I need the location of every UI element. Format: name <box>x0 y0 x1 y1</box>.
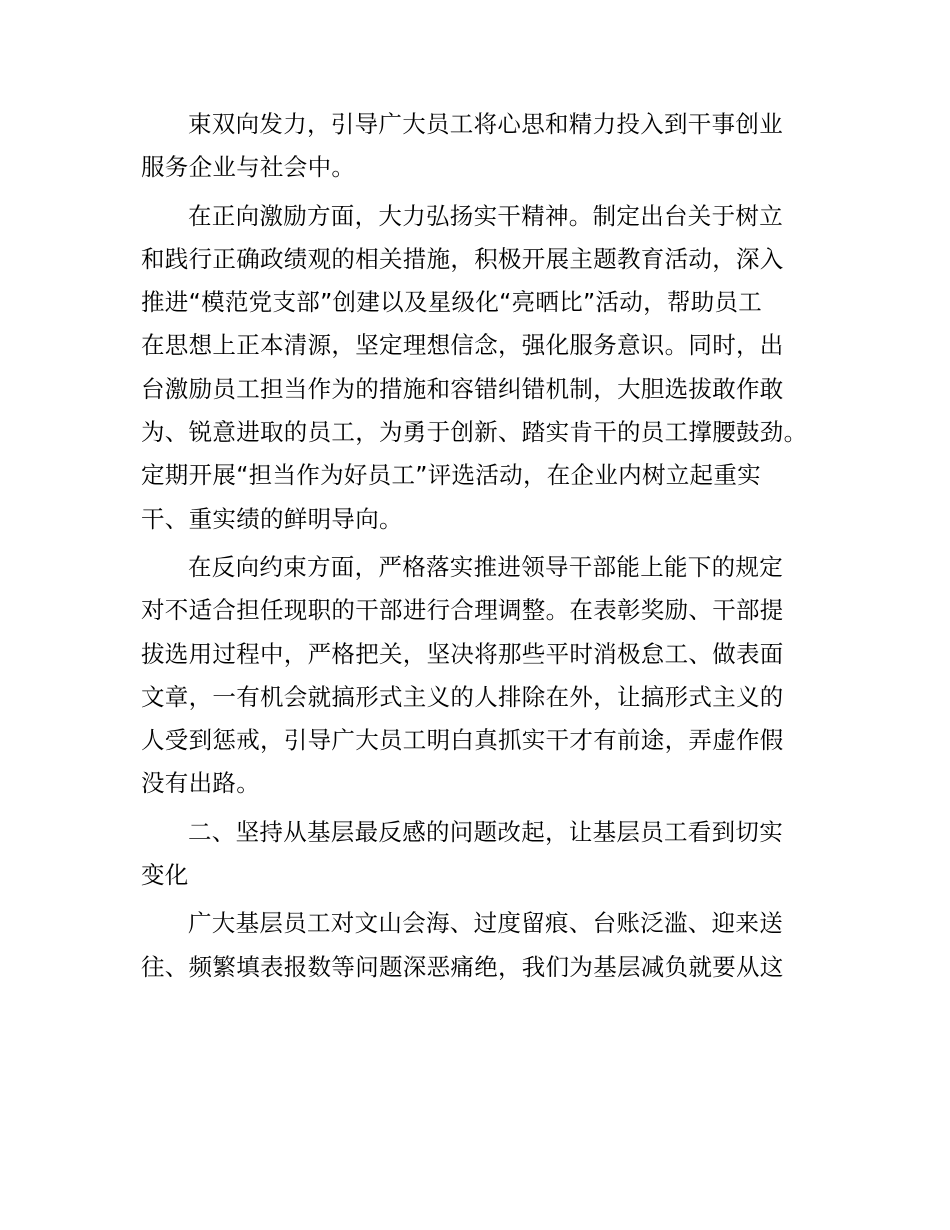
text-line: 台激励员工担当作为的措施和容错纠错机制，大胆选拔敢作敢 <box>141 374 784 403</box>
text-line: 束双向发力，引导广大员工将心思和精力投入到干事创业 <box>188 110 783 138</box>
text-line: 为、锐意进取的员工，为勇于创新、踏实肯干的员工撑腰鼓劲。 <box>141 418 808 447</box>
text-line: 和践行正确政绩观的相关措施，积极开展主题教育活动，深入 <box>141 244 784 273</box>
text-line: 在思想上正本清源，坚定理想信念，强化服务意识。同时，出 <box>141 331 784 360</box>
text-line: 二、坚持从基层最反感的问题改起，让基层员工看到切实 <box>188 817 783 846</box>
text-line: 变化 <box>141 861 189 890</box>
text-line: 服务企业与社会中。 <box>141 153 356 182</box>
text-line: 推进“模范党支部”创建以及星级化“亮晒比”活动，帮助员工 <box>141 288 763 317</box>
text-line: 没有出路。 <box>141 769 260 798</box>
text-line: 往、频繁填表报数等问题深恶痛绝，我们为基层减负就要从这 <box>141 952 784 981</box>
text-line: 人受到惩戒，引导广大员工明白真抓实干才有前途，弄虚作假 <box>141 726 784 755</box>
document-body <box>141 103 821 989</box>
text-line: 干、重实绩的鲜明导向。 <box>141 504 403 533</box>
text-line: 在反向约束方面，严格落实推进领导干部能上能下的规定 <box>188 552 783 581</box>
text-line: 广大基层员工对文山会海、过度留痕、台账泛滥、迎来送 <box>188 909 783 938</box>
text-line: 在正向激励方面，大力弘扬实干精神。制定出台关于树立 <box>188 201 783 230</box>
text-line: 文章，一有机会就搞形式主义的人排除在外，让搞形式主义的 <box>141 682 784 711</box>
text-line: 对不适合担任现职的干部进行合理调整。在表彰奖励、干部提 <box>141 596 784 625</box>
text-line: 拔选用过程中，严格把关，坚决将那些平时消极怠工、做表面 <box>141 639 784 668</box>
text-line: 定期开展“担当作为好员工”评选活动，在企业内树立起重实 <box>141 461 761 490</box>
